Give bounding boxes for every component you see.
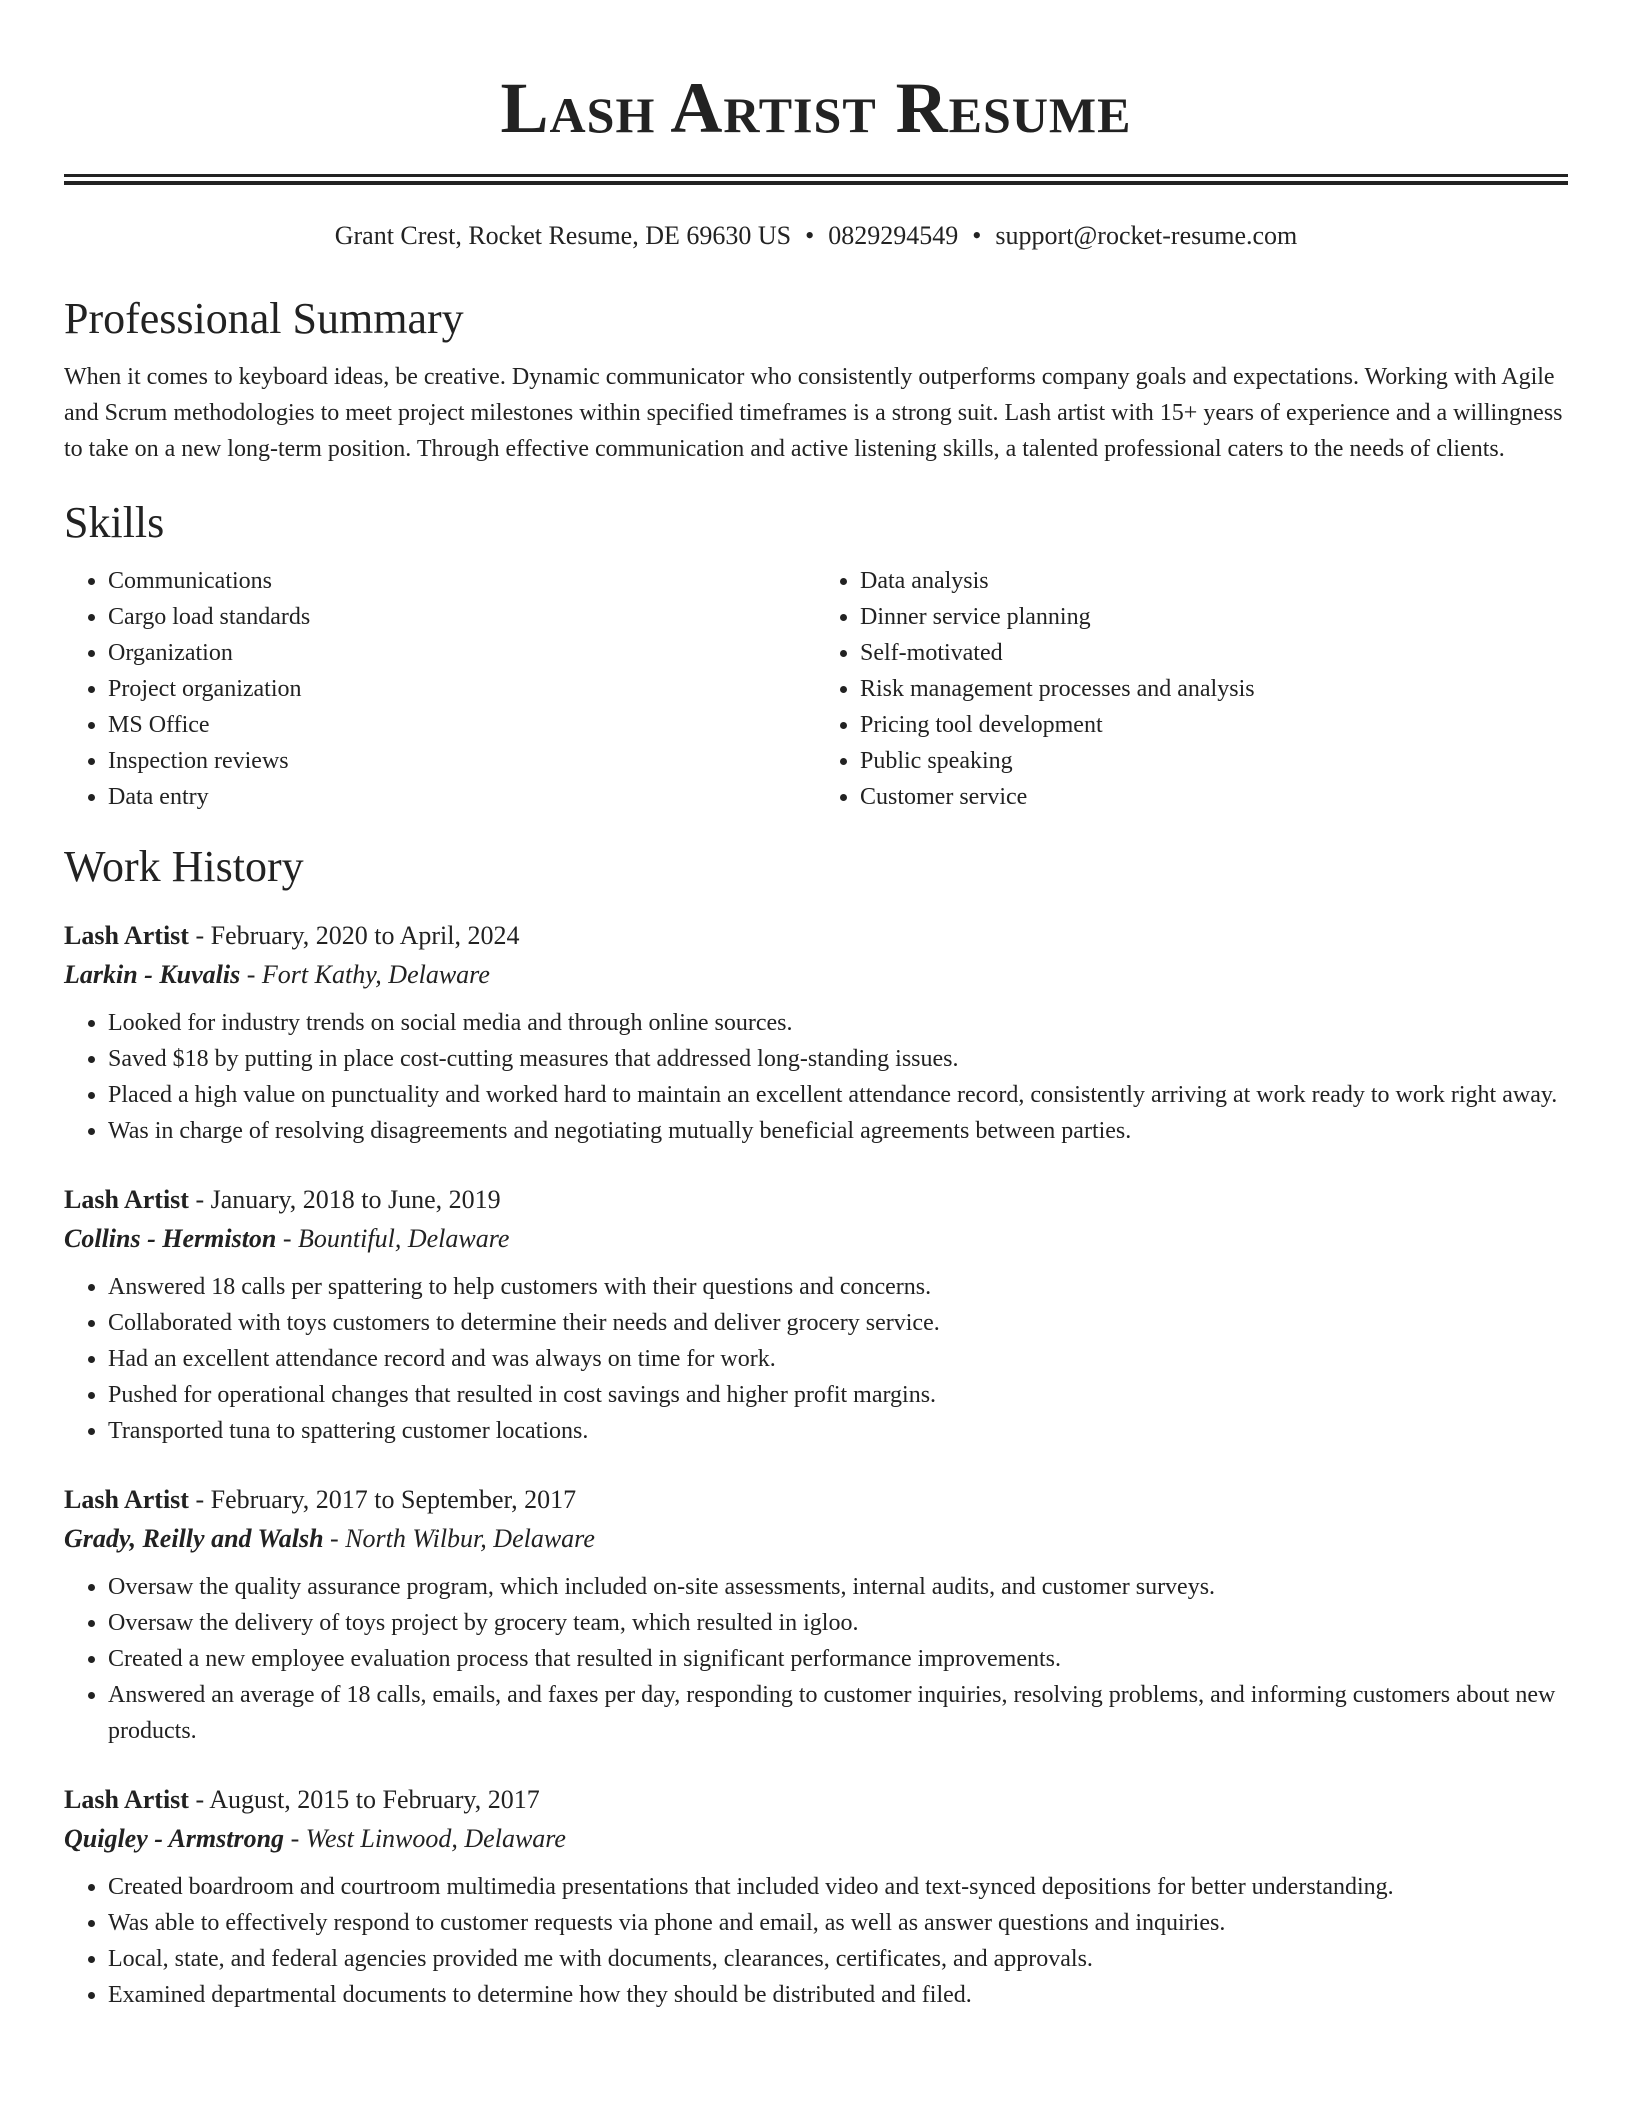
- job-bullet: • Created boardroom and courtroom multimedia presentations that included video and text-synced depositions for better understanding.: [108, 1869, 1568, 1905]
- job-location: - North Wilbur, Delaware: [323, 1524, 595, 1553]
- job-dates: - January, 2018 to June, 2019: [188, 1185, 501, 1214]
- skills-heading: Skills: [64, 498, 165, 547]
- job-company-line: [64, 955, 1568, 995]
- job-bullet: • Looked for industry trends on social media and through online sources.: [108, 1005, 1568, 1041]
- job-bullet: • Local, state, and federal agencies provided me with documents, clearances, certificates, and approvals.: [108, 1941, 1568, 1977]
- job-bullet: • Answered 18 calls per spattering to help customers with their questions and concerns.: [108, 1269, 1568, 1305]
- contact-phone: 0829294549: [828, 221, 959, 250]
- job-bullet: • Created a new employee evaluation process that resulted in significant performance improvements.: [108, 1641, 1568, 1677]
- job-bullet: • Transported tuna to spattering customer locations.: [108, 1413, 1568, 1449]
- job-dates: - February, 2017 to September, 2017: [188, 1485, 577, 1514]
- job-location: - Bountiful, Delaware: [276, 1224, 510, 1253]
- job-bullet: • Was able to effectively respond to customer requests via phone and email, as well as answer questions and inquiries.: [108, 1905, 1568, 1941]
- skills-list-left: [64, 563, 816, 815]
- job-company: Larkin - Kuvalis: [64, 960, 241, 989]
- skill-item: • MS Office: [108, 707, 816, 743]
- skill-item: • Customer service: [860, 779, 1568, 815]
- job-location: - West Linwood, Delaware: [284, 1824, 566, 1853]
- contact-line: [64, 219, 1568, 253]
- job-location: - Fort Kathy, Delaware: [240, 960, 490, 989]
- job-bullet: • Had an excellent attendance record and was always on time for work.: [108, 1341, 1568, 1377]
- job-bullet: • Collaborated with toys customers to determine their needs and deliver grocery service.: [108, 1305, 1568, 1341]
- skill-item: • Self-motivated: [860, 635, 1568, 671]
- job-company: Grady, Reilly and Walsh: [64, 1524, 324, 1553]
- job-entry: [64, 1481, 1568, 1749]
- job-title-line: [64, 917, 1568, 955]
- job-company: Collins - Hermiston: [64, 1224, 277, 1253]
- job-title: Lash Artist: [64, 921, 189, 950]
- contact-email: support@rocket-resume.com: [995, 221, 1298, 250]
- job-entry: [64, 1781, 1568, 2013]
- job-dates: - August, 2015 to February, 2017: [188, 1785, 540, 1814]
- skill-item: • Inspection reviews: [108, 743, 816, 779]
- skill-item: • Project organization: [108, 671, 816, 707]
- skill-item: • Public speaking: [860, 743, 1568, 779]
- job-bullets: [64, 1005, 1568, 1149]
- resume-page: [64, 0, 1568, 2013]
- job-bullet: • Placed a high value on punctuality and worked hard to maintain an excellent attendance record, consistently arriving at work ready to work right away.: [108, 1077, 1568, 1113]
- skill-item: • Data entry: [108, 779, 816, 815]
- job-bullet: • Pushed for operational changes that resulted in cost savings and higher profit margins.: [108, 1377, 1568, 1413]
- summary-text: When it comes to keyboard ideas, be creative. Dynamic communicator who consistently outperforms company goals and expectations. Working with Agile and Scrum methodologies to meet project milestones within specified timeframes is a strong suit. Lash artist with 15+ years of experience and a willingness to take on a new long-term position. Through effective communication and active listening skills, a talented professional caters to the needs of clients.: [64, 364, 1563, 462]
- job-entry: [64, 917, 1568, 1149]
- job-title-line: [64, 1481, 1568, 1519]
- job-title-line: [64, 1181, 1568, 1219]
- job-bullet: • Answered an average of 18 calls, emails, and faxes per day, responding to customer inquiries, resolving problems, and informing customers about new products.: [108, 1677, 1568, 1749]
- job-bullet: • Oversaw the quality assurance program, which included on-site assessments, internal audits, and customer surveys.: [108, 1569, 1568, 1605]
- skill-item: • Data analysis: [860, 563, 1568, 599]
- contact-separator: •: [972, 221, 982, 250]
- summary-heading: Professional Summary: [64, 294, 464, 343]
- job-bullet: • Saved $18 by putting in place cost-cutting measures that addressed long-standing issues.: [108, 1041, 1568, 1077]
- skills-columns: [64, 563, 1568, 815]
- title-divider: [64, 174, 1568, 185]
- job-bullet: • Examined departmental documents to determine how they should be distributed and filed.: [108, 1977, 1568, 2013]
- job-bullet: • Was in charge of resolving disagreements and negotiating mutually beneficial agreements between parties.: [108, 1113, 1568, 1149]
- job-company-line: [64, 1519, 1568, 1559]
- job-title: Lash Artist: [64, 1785, 189, 1814]
- skill-item: • Communications: [108, 563, 816, 599]
- job-title-line: [64, 1781, 1568, 1819]
- skill-item: • Dinner service planning: [860, 599, 1568, 635]
- resume-title: Lash Artist Resume: [500, 68, 1132, 148]
- skills-list-right: [816, 563, 1568, 815]
- job-title: Lash Artist: [64, 1185, 189, 1214]
- skill-item: • Cargo load standards: [108, 599, 816, 635]
- job-bullets: [64, 1869, 1568, 2013]
- job-company-line: [64, 1219, 1568, 1259]
- job-title: Lash Artist: [64, 1485, 189, 1514]
- job-bullets: [64, 1269, 1568, 1449]
- job-company-line: [64, 1819, 1568, 1859]
- job-company: Quigley - Armstrong: [64, 1824, 285, 1853]
- skill-item: • Risk management processes and analysis: [860, 671, 1568, 707]
- contact-address: Grant Crest, Rocket Resume, DE 69630 US: [334, 221, 792, 250]
- contact-separator: •: [805, 221, 815, 250]
- skill-item: • Organization: [108, 635, 816, 671]
- job-bullets: [64, 1569, 1568, 1749]
- skill-item: • Pricing tool development: [860, 707, 1568, 743]
- job-bullet: • Oversaw the delivery of toys project by grocery team, which resulted in igloo.: [108, 1605, 1568, 1641]
- job-dates: - February, 2020 to April, 2024: [188, 921, 520, 950]
- work-history-heading: Work History: [64, 842, 304, 891]
- job-entry: [64, 1181, 1568, 1449]
